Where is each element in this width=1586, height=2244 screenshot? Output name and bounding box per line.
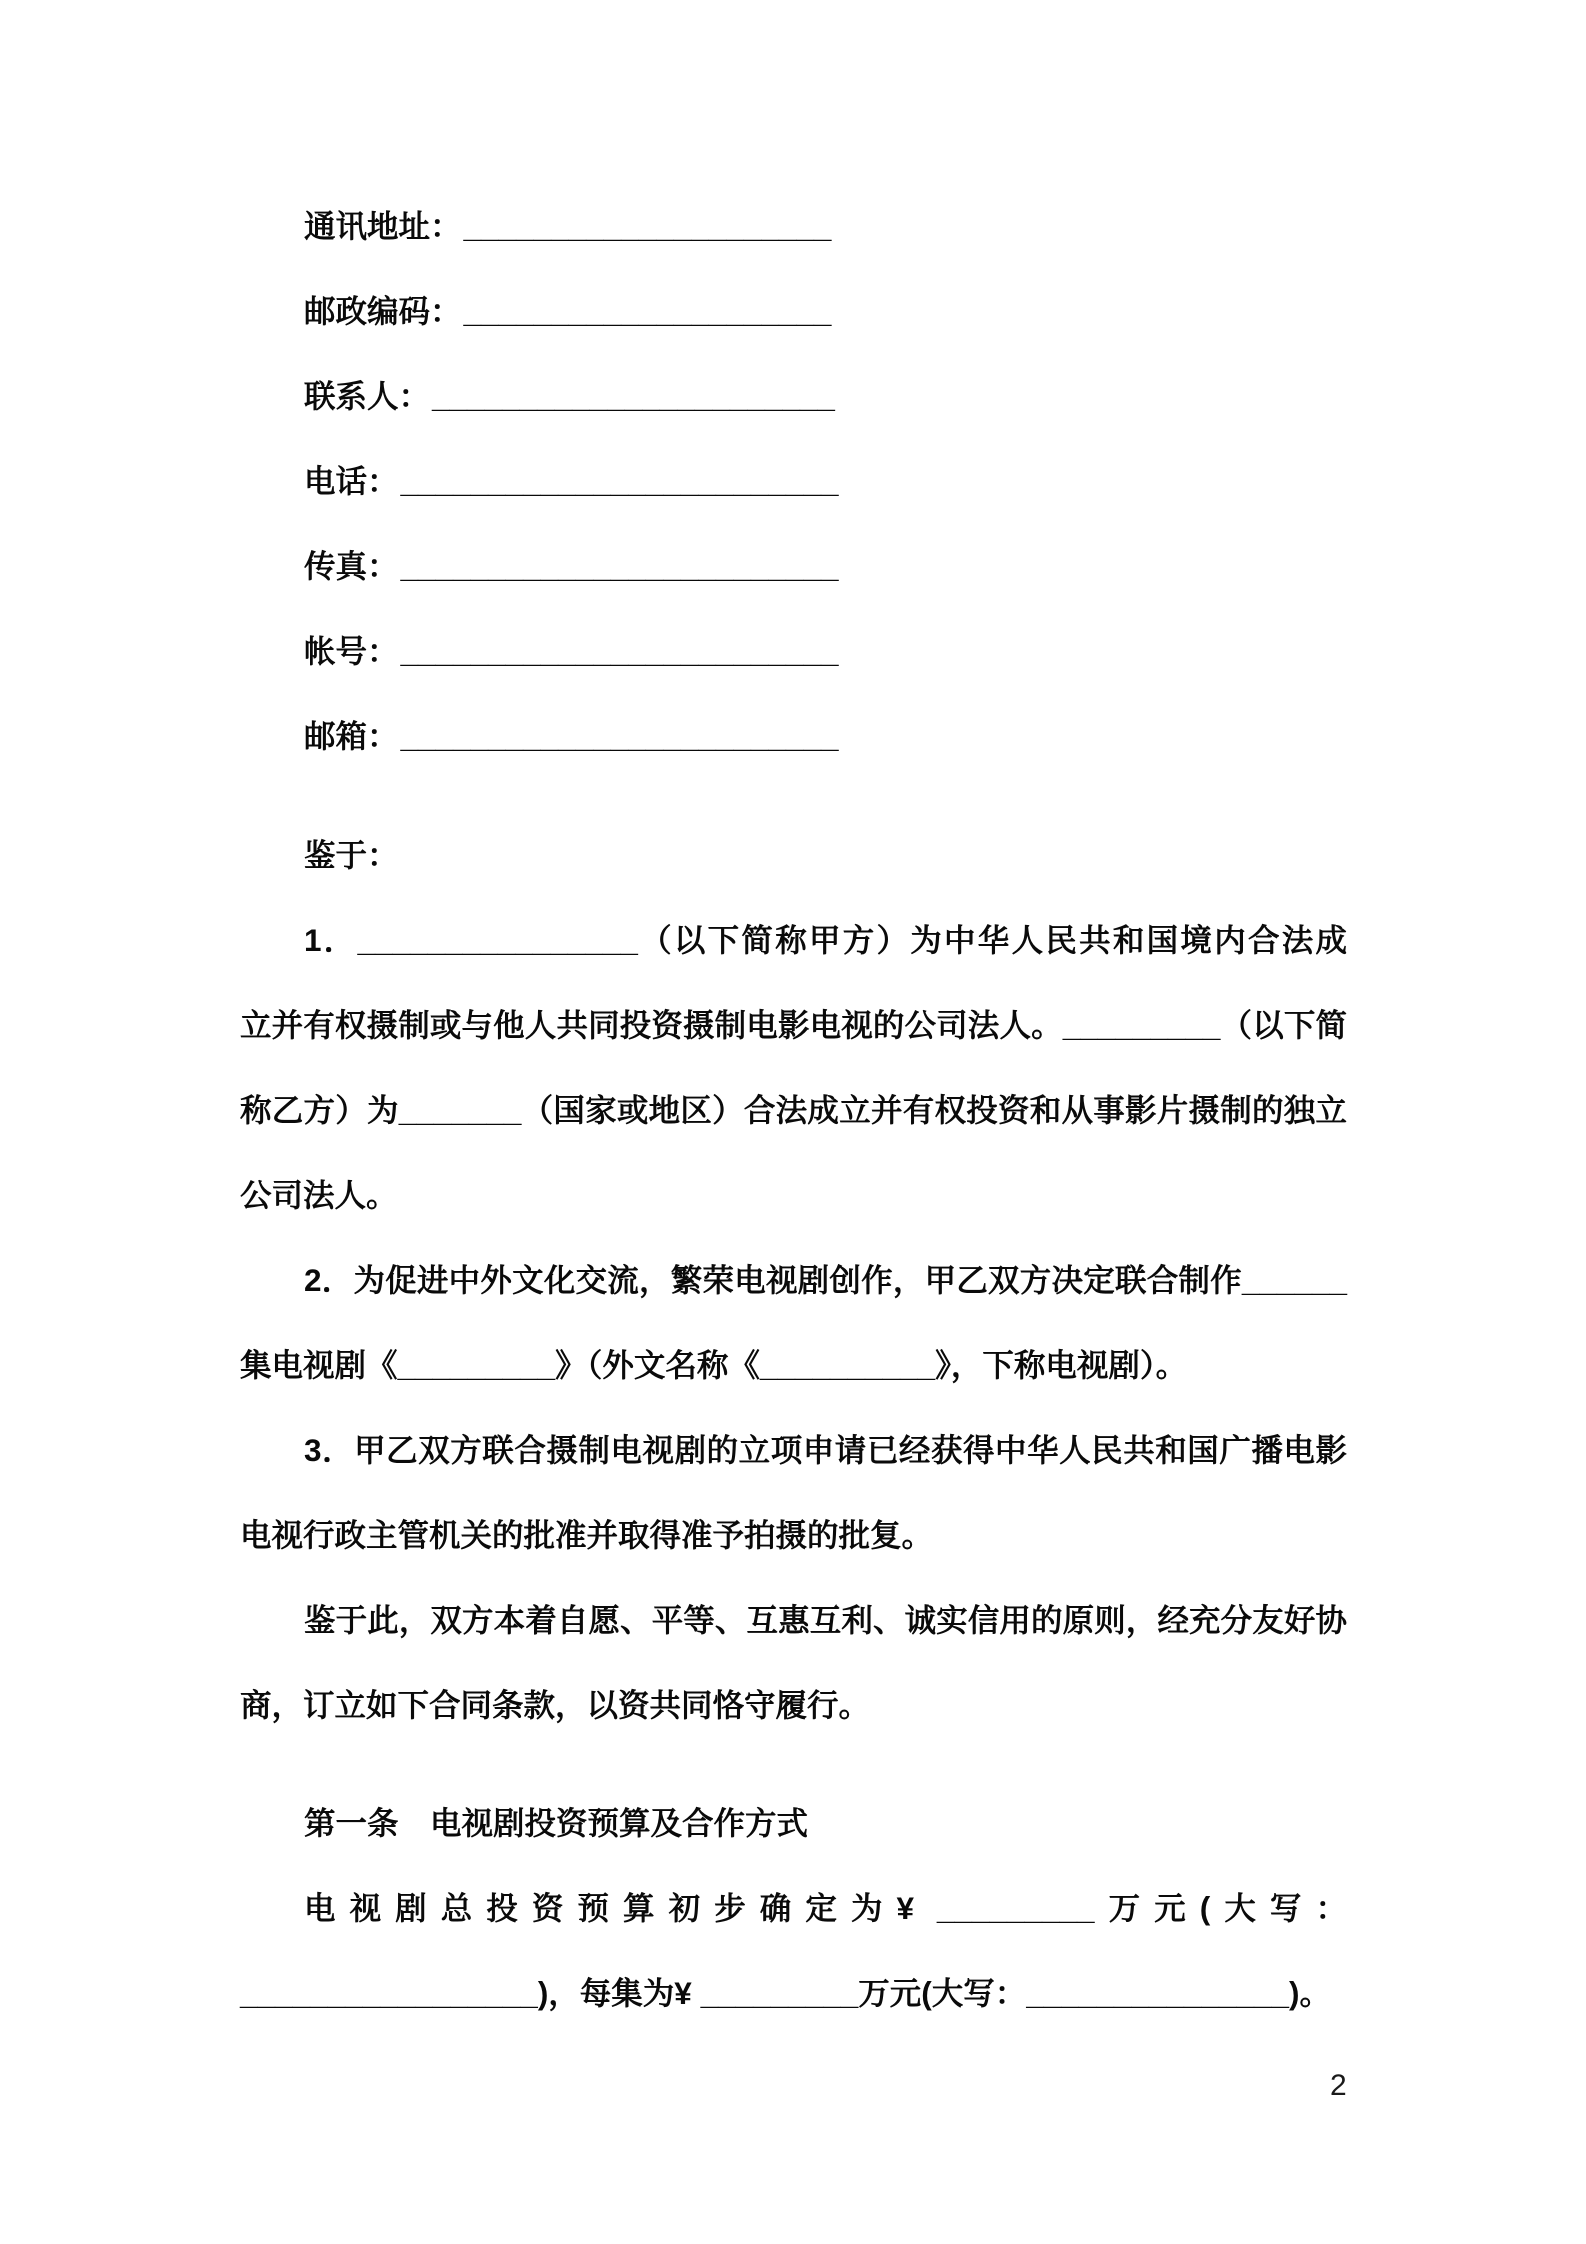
recital-2-line-2: 集电视剧《_________》（外文名称《__________》，下称电视剧）。 xyxy=(240,1347,1188,1383)
contact-phone-blank-line: _________________________ xyxy=(400,463,839,499)
recital-4-line-2: 商，订立如下合同条款，以资共同恪守履行。 xyxy=(240,1687,871,1723)
contact-field-row xyxy=(240,694,1347,779)
contact-field-row xyxy=(240,354,1347,439)
contact-postcode-label: 邮政编码： xyxy=(304,293,462,329)
recital-1-line-3: 称乙方）为_______（国家或地区）合法成立并有权投资和从事影片摄制的独立 xyxy=(240,1092,1347,1128)
contact-account-blank-line: _________________________ xyxy=(400,633,839,669)
contact-phone-label: 电话： xyxy=(304,463,399,499)
contact-field-row xyxy=(240,439,1347,524)
article-1-title: 电视剧投资预算及合作方式 xyxy=(430,1805,809,1841)
article-1-heading xyxy=(240,1781,1347,1866)
contact-field-row xyxy=(240,269,1347,354)
contact-account-label: 帐号： xyxy=(304,633,399,669)
recital-1-line-4: 公司法人。 xyxy=(240,1177,398,1213)
recital-1-line-1: 1．________________（以下简称甲方）为中华人民共和国境内合法成 xyxy=(304,922,1347,958)
contract-body xyxy=(240,184,1347,2036)
article-1-body-line-2: _________________)，每集为¥ _________万元(大写：_______________)。 xyxy=(240,1975,1332,2011)
recital-3-line-1: 3．甲乙双方联合摄制电视剧的立项申请已经获得中华人民共和国广播电影 xyxy=(304,1432,1347,1468)
contact-person-blank-line: _______________________ xyxy=(432,378,835,414)
contact-field-row xyxy=(240,524,1347,609)
article-1-number: 第一条 xyxy=(304,1805,399,1841)
contact-person-label: 联系人： xyxy=(304,378,431,414)
whereas-label: 鉴于： xyxy=(304,837,399,873)
article-1-body-line-1: 电视剧总投资预算初步确定为¥ _________万元(大写： xyxy=(304,1890,1347,1926)
contact-field-row xyxy=(240,609,1347,694)
recital-1-line-2: 立并有权摄制或与他人共同投资摄制电影电视的公司法人。_________（以下简 xyxy=(240,1007,1347,1043)
contact-postcode-blank-line: _____________________ xyxy=(463,293,832,329)
page-number: 2 xyxy=(1330,2069,1347,2102)
contact-address-blank-line: _____________________ xyxy=(463,208,832,244)
contact-email-label: 邮箱： xyxy=(304,718,399,754)
contact-address-label: 通讯地址： xyxy=(304,208,462,244)
contact-fax-label: 传真： xyxy=(304,548,399,584)
recital-3-line-2: 电视行政主管机关的批准并取得准予拍摄的批复。 xyxy=(240,1517,934,1553)
contact-fax-blank-line: _________________________ xyxy=(400,548,839,584)
recital-2-line-1: 2．为促进中外文化交流，繁荣电视剧创作，甲乙双方决定联合制作______ xyxy=(304,1262,1347,1298)
recital-4-line-1: 鉴于此，双方本着自愿、平等、互惠互利、诚实信用的原则，经充分友好协 xyxy=(304,1602,1347,1638)
contact-field-row xyxy=(240,184,1347,269)
contact-email-blank-line: _________________________ xyxy=(400,718,839,754)
